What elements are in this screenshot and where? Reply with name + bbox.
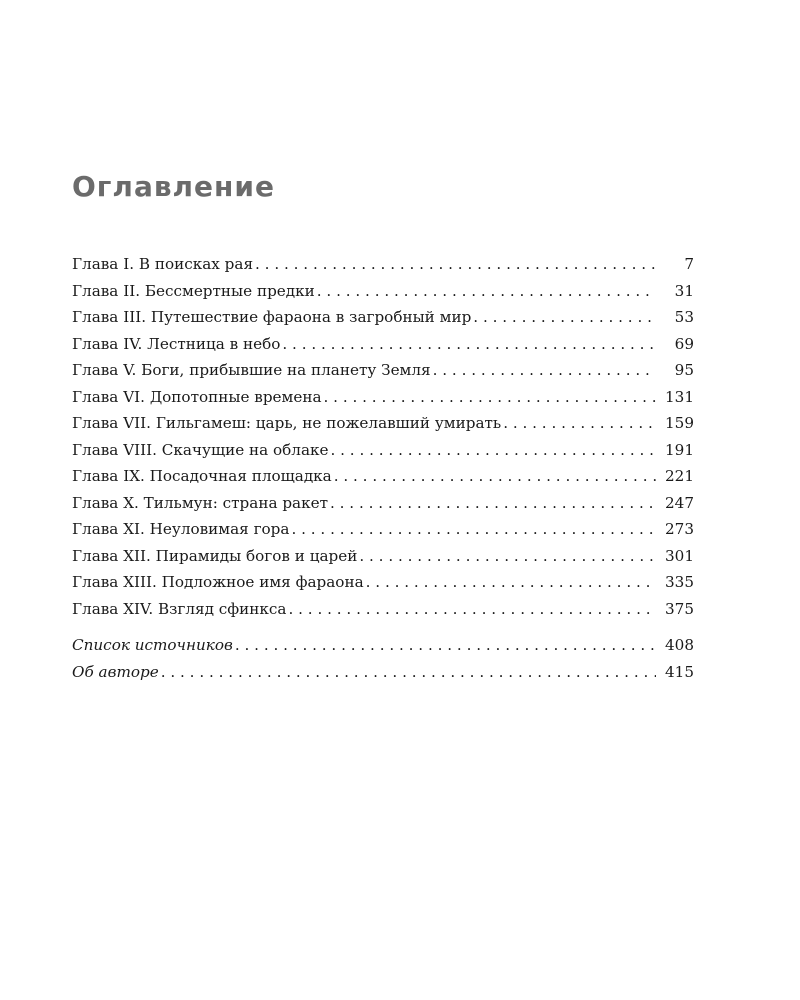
dot-leader [366, 573, 656, 591]
toc-entry-label: Глава VIII. Скачущие на облаке [72, 440, 329, 459]
toc-entry-page: 131 [665, 387, 694, 406]
toc-entry-chapter-11[interactable] [72, 520, 694, 547]
toc-entry-label: Глава XI. Неуловимая гора [72, 520, 290, 538]
dot-leader [282, 335, 656, 353]
dot-leader [255, 255, 656, 273]
toc-entry-page: 408 [665, 636, 694, 654]
toc-entry-chapter-7[interactable] [72, 414, 694, 441]
toc-entry-page: 191 [665, 440, 694, 459]
dot-leader [503, 414, 656, 432]
dot-leader [161, 663, 656, 681]
dot-leader [288, 600, 656, 618]
toc-entry-label: Глава IX. Посадочная площадка [72, 467, 332, 485]
toc-entry-page: 31 [674, 281, 694, 300]
toc-entry-page: 53 [674, 308, 694, 326]
toc-entry-label: Глава XIV. Взгляд сфинкса [72, 599, 287, 618]
toc-entry-label: Глава VI. Допотопные времена [72, 387, 322, 406]
toc-entry-chapter-3[interactable] [72, 308, 694, 335]
page-title: Оглавление [72, 170, 276, 203]
toc-entry-chapter-8[interactable] [72, 441, 694, 468]
toc-entry-page: 247 [665, 493, 694, 512]
toc-entry-chapter-14[interactable] [72, 600, 694, 627]
dot-leader [324, 388, 656, 406]
toc-entry-label: Глава IV. Лестница в небо [72, 334, 281, 353]
toc-entry-page: 69 [674, 334, 694, 353]
table-of-contents [72, 255, 694, 689]
toc-entry-chapter-13[interactable] [72, 573, 694, 600]
toc-entry-label: Глава V. Боги, прибывшие на планету Земля [72, 361, 431, 379]
toc-entry-chapter-1[interactable] [72, 255, 694, 282]
dot-leader [334, 467, 656, 485]
toc-entry-page: 7 [684, 255, 694, 273]
toc-entry-label: Глава II. Бессмертные предки [72, 281, 315, 300]
toc-entry-about-author[interactable] [72, 663, 694, 690]
toc-entry-label: Глава VII. Гильгамеш: царь, не пожелавший умирать [72, 414, 502, 432]
toc-entry-label: Глава XII. Пирамиды богов и царей [72, 546, 358, 565]
toc-entry-label: Глава XIII. Подложное имя фараона [72, 573, 364, 591]
dot-leader [317, 282, 656, 300]
toc-entry-page: 335 [665, 573, 694, 591]
toc-entry-label: Глава III. Путешествие фараона в загробный мир [72, 308, 472, 326]
toc-entry-page: 415 [665, 662, 694, 681]
toc-entry-label: Список источников [72, 636, 233, 654]
toc-entry-chapter-6[interactable] [72, 388, 694, 415]
toc-entry-chapter-9[interactable] [72, 467, 694, 494]
toc-entry-page: 95 [674, 361, 694, 379]
dot-leader [235, 636, 656, 654]
toc-entry-label: Глава X. Тильмун: страна ракет [72, 493, 328, 512]
toc-entry-label: Глава I. В поисках рая [72, 255, 254, 273]
toc-entry-page: 273 [665, 520, 694, 538]
toc-entry-label: Об авторе [72, 662, 159, 681]
toc-entry-page: 221 [665, 467, 694, 485]
toc-entry-page: 159 [665, 414, 694, 432]
toc-entry-chapter-10[interactable] [72, 494, 694, 521]
toc-entry-sources[interactable] [72, 636, 694, 663]
dot-leader [330, 494, 656, 512]
dot-leader [473, 308, 656, 326]
dot-leader [433, 361, 656, 379]
toc-entry-chapter-5[interactable] [72, 361, 694, 388]
section-gap [72, 626, 694, 636]
dot-leader [359, 547, 656, 565]
dot-leader [331, 441, 657, 459]
toc-entry-chapter-2[interactable] [72, 282, 694, 309]
dot-leader [291, 520, 656, 538]
toc-entry-page: 301 [665, 546, 694, 565]
toc-entry-chapter-4[interactable] [72, 335, 694, 362]
toc-entry-chapter-12[interactable] [72, 547, 694, 574]
toc-entry-page: 375 [665, 599, 694, 618]
